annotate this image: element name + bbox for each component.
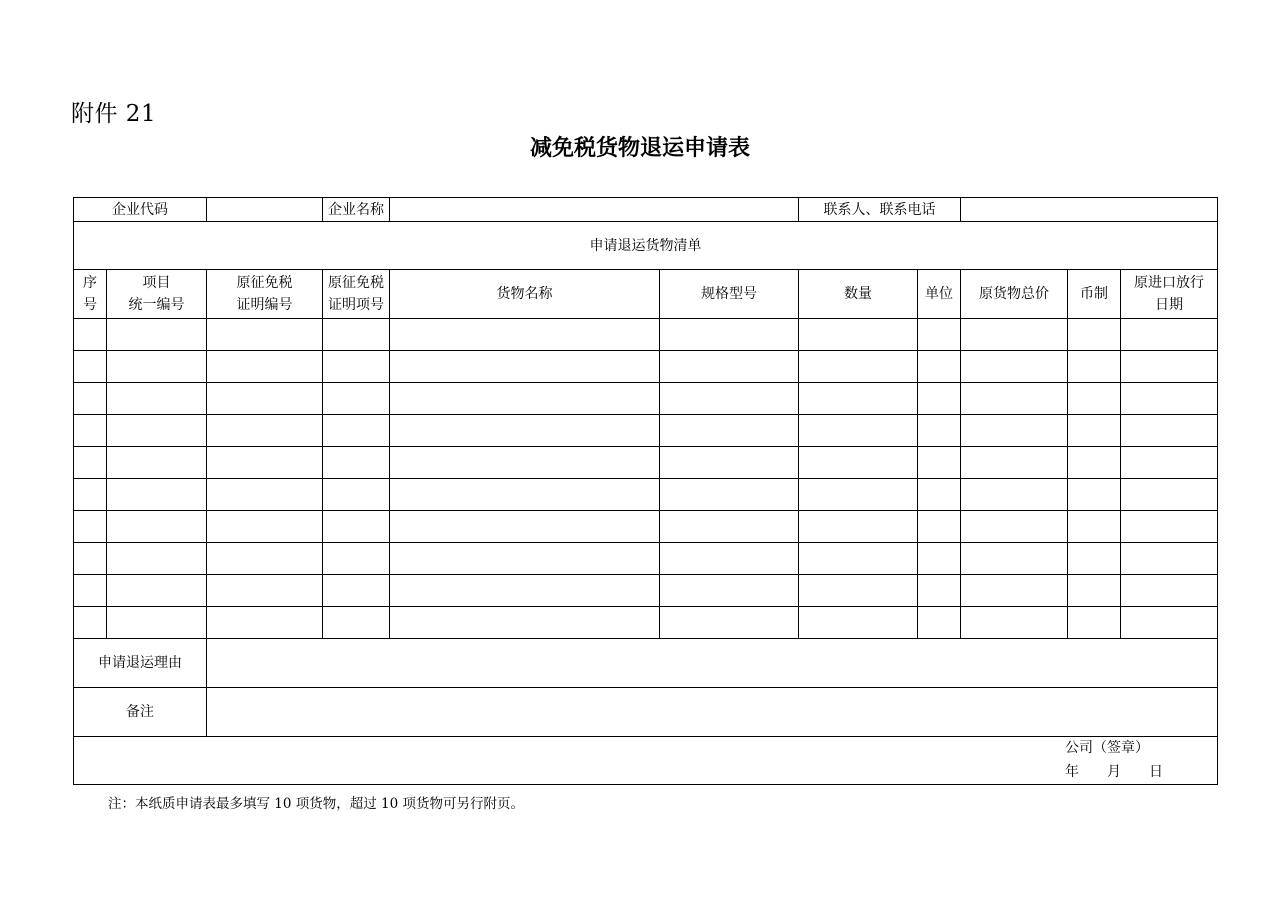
column-header	[799, 270, 918, 319]
table-row	[74, 511, 1218, 543]
table-cell[interactable]	[660, 479, 799, 511]
table-cell[interactable]	[961, 575, 1068, 607]
table-cell[interactable]	[390, 511, 660, 543]
table-row	[74, 479, 1218, 511]
table-cell[interactable]	[799, 447, 918, 479]
table-cell[interactable]	[74, 415, 107, 447]
enterprise-name-field[interactable]	[390, 198, 799, 222]
table-cell[interactable]	[660, 543, 799, 575]
table-cell[interactable]	[918, 319, 961, 351]
table-cell[interactable]	[323, 447, 390, 479]
table-cell[interactable]	[918, 575, 961, 607]
table-cell[interactable]	[660, 319, 799, 351]
column-header-line: 证明编号	[236, 297, 293, 313]
table-cell[interactable]	[799, 575, 918, 607]
enterprise-code-field[interactable]	[207, 198, 323, 222]
reason-label: 申请退运理由	[74, 639, 207, 688]
table-cell[interactable]	[918, 351, 961, 383]
column-header	[918, 270, 961, 319]
table-cell[interactable]	[107, 511, 207, 543]
table-cell[interactable]	[961, 351, 1068, 383]
table-cell[interactable]	[1068, 383, 1121, 415]
column-header-line: 项目	[142, 275, 171, 291]
table-cell[interactable]	[74, 383, 107, 415]
table-cell[interactable]	[918, 607, 961, 639]
table-cell[interactable]	[918, 543, 961, 575]
table-cell[interactable]	[207, 479, 323, 511]
table-row	[74, 351, 1218, 383]
column-header-row	[74, 270, 1218, 319]
table-cell[interactable]	[107, 479, 207, 511]
table-cell[interactable]	[74, 511, 107, 543]
goods-rows	[74, 319, 1218, 639]
table-cell[interactable]	[74, 319, 107, 351]
table-cell[interactable]	[1121, 479, 1218, 511]
reason-field[interactable]	[207, 639, 1218, 688]
table-cell[interactable]	[1068, 511, 1121, 543]
table-cell[interactable]	[799, 351, 918, 383]
column-header-line: 证明项号	[328, 297, 384, 313]
table-cell[interactable]	[1068, 575, 1121, 607]
remark-field[interactable]	[207, 688, 1218, 737]
attachment-label: 附件 21	[71, 101, 157, 127]
table-cell[interactable]	[660, 383, 799, 415]
table-cell[interactable]	[918, 447, 961, 479]
table-cell[interactable]	[74, 543, 107, 575]
table-cell[interactable]	[961, 447, 1068, 479]
remark-row	[74, 688, 1218, 737]
table-cell[interactable]	[323, 319, 390, 351]
table-cell[interactable]	[323, 383, 390, 415]
table-cell[interactable]	[961, 319, 1068, 351]
column-header	[1121, 270, 1218, 319]
table-cell[interactable]	[323, 511, 390, 543]
column-header-line: 号	[83, 297, 97, 313]
table-cell[interactable]	[107, 351, 207, 383]
column-header	[74, 270, 107, 319]
signature-cell[interactable]	[74, 737, 1218, 785]
table-cell[interactable]	[660, 607, 799, 639]
table-cell[interactable]	[390, 447, 660, 479]
table-cell[interactable]	[660, 351, 799, 383]
table-cell[interactable]	[918, 383, 961, 415]
table-cell[interactable]	[323, 479, 390, 511]
table-cell[interactable]	[323, 607, 390, 639]
table-cell[interactable]	[390, 351, 660, 383]
table-cell[interactable]	[961, 479, 1068, 511]
table-cell[interactable]	[107, 415, 207, 447]
table-cell[interactable]	[390, 543, 660, 575]
company-seal-label: 公司（签章）	[1065, 740, 1149, 756]
table-cell[interactable]	[961, 607, 1068, 639]
table-cell[interactable]	[1068, 415, 1121, 447]
table-cell[interactable]	[323, 415, 390, 447]
contact-label: 联系人、联系电话	[799, 198, 961, 222]
table-cell[interactable]	[1068, 543, 1121, 575]
column-header	[107, 270, 207, 319]
table-cell[interactable]	[207, 383, 323, 415]
table-cell[interactable]	[961, 383, 1068, 415]
table-cell[interactable]	[74, 479, 107, 511]
table-cell[interactable]	[1121, 447, 1218, 479]
column-header-line: 单位	[925, 286, 953, 302]
table-cell[interactable]	[107, 383, 207, 415]
table-cell[interactable]	[799, 415, 918, 447]
table-cell[interactable]	[390, 479, 660, 511]
enterprise-info-row	[74, 198, 1218, 222]
table-cell[interactable]	[660, 415, 799, 447]
table-cell[interactable]	[1121, 607, 1218, 639]
table-cell[interactable]	[1121, 383, 1218, 415]
table-cell[interactable]	[390, 383, 660, 415]
table-cell[interactable]	[207, 511, 323, 543]
table-row	[74, 319, 1218, 351]
column-header-line: 日期	[1155, 297, 1183, 313]
table-cell[interactable]	[799, 319, 918, 351]
table-cell[interactable]	[918, 511, 961, 543]
table-cell[interactable]	[1121, 415, 1218, 447]
form-title: 减免税货物退运申请表	[529, 136, 750, 161]
column-header	[323, 270, 390, 319]
table-row	[74, 415, 1218, 447]
table-row	[74, 607, 1218, 639]
table-cell[interactable]	[1068, 351, 1121, 383]
table-cell[interactable]	[390, 575, 660, 607]
table-row	[74, 447, 1218, 479]
column-header-line: 原进口放行	[1134, 275, 1204, 291]
table-cell[interactable]	[799, 511, 918, 543]
enterprise-name-label: 企业名称	[323, 198, 390, 222]
table-cell[interactable]	[74, 575, 107, 607]
column-header-line: 货物名称	[496, 286, 553, 302]
column-header	[390, 270, 660, 319]
table-cell[interactable]	[918, 415, 961, 447]
date-label: 年 月 日	[1065, 764, 1163, 780]
table-cell[interactable]	[961, 511, 1068, 543]
table-cell[interactable]	[799, 543, 918, 575]
table-cell[interactable]	[1068, 607, 1121, 639]
table-row	[74, 543, 1218, 575]
column-header	[1068, 270, 1121, 319]
table-cell[interactable]	[799, 607, 918, 639]
table-cell[interactable]	[107, 447, 207, 479]
table-cell[interactable]	[1068, 479, 1121, 511]
table-cell[interactable]	[207, 543, 323, 575]
table-cell[interactable]	[1121, 575, 1218, 607]
remark-label: 备注	[74, 688, 207, 737]
column-header-line: 规格型号	[701, 286, 757, 302]
table-cell[interactable]	[207, 575, 323, 607]
table-cell[interactable]	[1121, 511, 1218, 543]
table-cell[interactable]	[107, 607, 207, 639]
table-row	[74, 575, 1218, 607]
table-cell[interactable]	[1121, 319, 1218, 351]
table-cell[interactable]	[660, 575, 799, 607]
list-title-row	[74, 222, 1218, 270]
table-cell[interactable]	[107, 319, 207, 351]
column-header-line: 原征免税	[328, 275, 384, 291]
table-cell[interactable]	[107, 575, 207, 607]
table-cell[interactable]	[799, 479, 918, 511]
table-row	[74, 383, 1218, 415]
table-cell[interactable]	[390, 319, 660, 351]
contact-field[interactable]	[961, 198, 1218, 222]
column-header-line: 统一编号	[128, 297, 185, 313]
table-cell[interactable]	[207, 319, 323, 351]
table-cell[interactable]	[1068, 319, 1121, 351]
table-cell[interactable]	[390, 415, 660, 447]
table-cell[interactable]	[918, 479, 961, 511]
list-title: 申请退运货物清单	[74, 222, 1218, 270]
reason-row	[74, 639, 1218, 688]
column-header	[961, 270, 1068, 319]
table-cell[interactable]	[74, 607, 107, 639]
table-cell[interactable]	[207, 607, 323, 639]
table-cell[interactable]	[1121, 351, 1218, 383]
column-header-line: 原货物总价	[979, 286, 1049, 302]
table-cell[interactable]	[323, 351, 390, 383]
table-cell[interactable]	[74, 447, 107, 479]
column-header-line: 原征免税	[236, 275, 293, 291]
table-cell[interactable]	[1121, 543, 1218, 575]
table-cell[interactable]	[660, 447, 799, 479]
table-cell[interactable]	[660, 511, 799, 543]
table-cell[interactable]	[74, 351, 107, 383]
table-cell[interactable]	[323, 575, 390, 607]
table-cell[interactable]	[799, 383, 918, 415]
column-header-line: 数量	[844, 286, 872, 302]
table-cell[interactable]	[961, 415, 1068, 447]
signature-row	[74, 737, 1218, 785]
table-cell[interactable]	[107, 543, 207, 575]
column-header-line: 币制	[1080, 286, 1108, 302]
column-header	[660, 270, 799, 319]
table-cell[interactable]	[1068, 447, 1121, 479]
table-cell[interactable]	[207, 351, 323, 383]
table-cell[interactable]	[390, 607, 660, 639]
table-cell[interactable]	[961, 543, 1068, 575]
column-header	[207, 270, 323, 319]
return-application-table	[73, 197, 1218, 785]
footnote: 注：本纸质申请表最多填写 10 项货物，超过 10 项货物可另行附页。	[108, 796, 525, 812]
column-header-line: 序	[83, 275, 97, 291]
table-cell[interactable]	[207, 415, 323, 447]
table-cell[interactable]	[323, 543, 390, 575]
enterprise-code-label: 企业代码	[74, 198, 207, 222]
table-cell[interactable]	[207, 447, 323, 479]
